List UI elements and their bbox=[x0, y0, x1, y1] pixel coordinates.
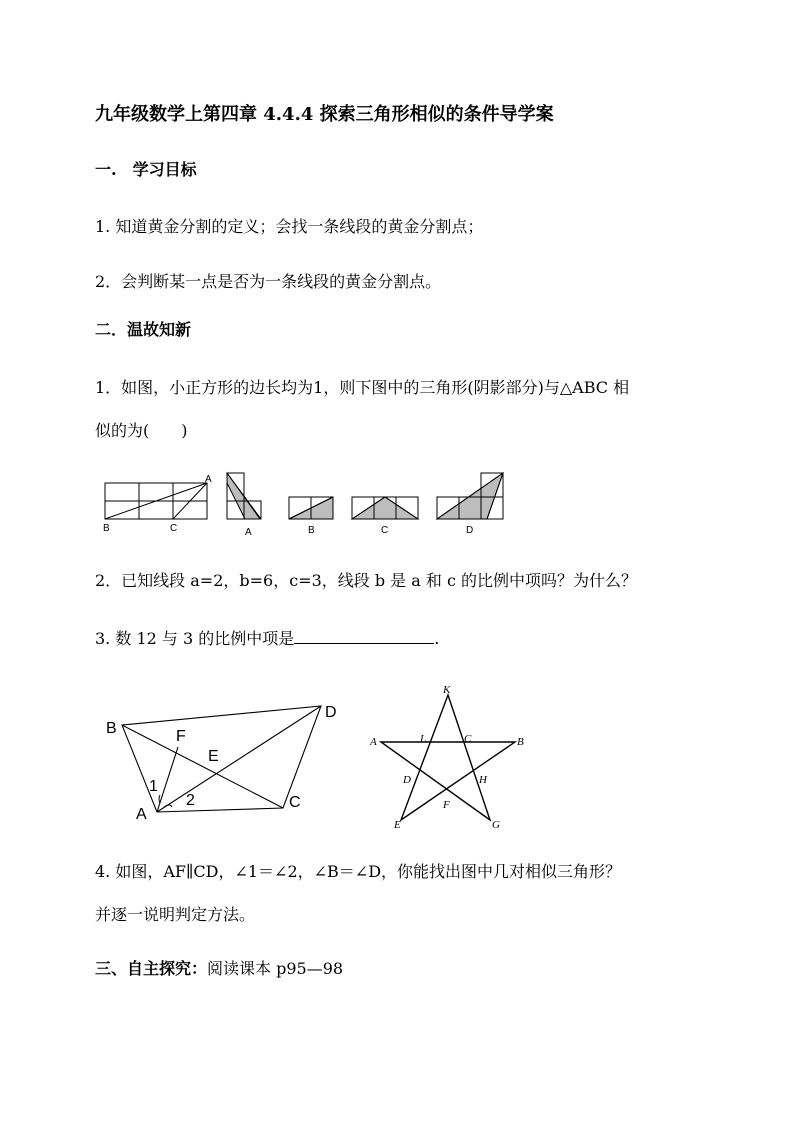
goal-2: 2．会判断某一点是否为一条线段的黄金分割点。 bbox=[95, 272, 442, 291]
label-vertex-a: A bbox=[205, 474, 212, 485]
question-1-line-2: 似的为( ) bbox=[95, 421, 188, 440]
answer-blank bbox=[294, 628, 434, 644]
question-4-line-1: 4. 如图，AF∥CD，∠1＝∠2，∠B＝∠D，你能找出图中几对相似三角形？ bbox=[95, 862, 622, 881]
label-c: C bbox=[289, 794, 301, 811]
star-label-d: D bbox=[403, 774, 411, 786]
label-d: D bbox=[325, 704, 337, 721]
label-option-c: C bbox=[381, 525, 389, 536]
section-3-text: 阅读课本 p95—98 bbox=[207, 959, 344, 978]
question-1-figure bbox=[100, 468, 530, 538]
label-b: B bbox=[106, 720, 117, 737]
section-3-heading: 三、自主探究： bbox=[95, 959, 208, 978]
question-3 bbox=[95, 628, 439, 649]
question-2: 2．已知线段 a=2，b=6，c=3，线段 b 是 a 和 c 的比例中项吗？为什么？ bbox=[95, 571, 638, 590]
label-f: F bbox=[176, 728, 186, 745]
label-option-b: B bbox=[308, 525, 315, 536]
label-vertex-b: B bbox=[103, 523, 110, 534]
question-4-figure bbox=[100, 695, 350, 825]
option-c-shaded-triangle bbox=[352, 497, 418, 519]
star-label-f: F bbox=[443, 799, 450, 811]
label-angle-1: 1 bbox=[149, 778, 158, 795]
question-3-text: 3. 数 12 与 3 的比例中项是 bbox=[95, 629, 295, 648]
section-heading-review: 二．温故知新 bbox=[95, 320, 192, 339]
star-label-l: L bbox=[420, 733, 427, 745]
star-figure bbox=[365, 680, 535, 835]
question-4-line-2: 并逐一说明判定方法。 bbox=[95, 905, 256, 924]
label-e: E bbox=[208, 748, 219, 765]
star-label-h: H bbox=[479, 774, 487, 786]
star-label-a: A bbox=[370, 736, 377, 748]
label-option-a: A bbox=[245, 527, 252, 538]
goal-1: 1. 知道黄金分割的定义；会找一条线段的黄金分割点； bbox=[95, 217, 484, 236]
star-label-b: B bbox=[517, 736, 524, 748]
label-option-d: D bbox=[466, 525, 474, 536]
question-1-line-1: 1．如图，小正方形的边长均为1，则下图中的三角形(阴影部分)与△ABC 相 bbox=[95, 378, 630, 397]
star-label-c: C bbox=[464, 733, 472, 745]
section-heading-goals: 一. 学习目标 bbox=[95, 160, 197, 179]
section-heading-explore bbox=[95, 959, 343, 979]
question-3-end: . bbox=[434, 629, 440, 648]
star-label-k: K bbox=[443, 684, 451, 696]
label-vertex-c: C bbox=[170, 523, 178, 534]
segment-bc bbox=[122, 725, 283, 808]
page-title: 九年级数学上第四章 4.4.4 探索三角形相似的条件导学案 bbox=[95, 104, 554, 125]
star-label-e: E bbox=[394, 819, 401, 831]
label-angle-2: 2 bbox=[186, 792, 195, 809]
label-a: A bbox=[136, 806, 147, 823]
star-label-g: G bbox=[492, 819, 500, 831]
